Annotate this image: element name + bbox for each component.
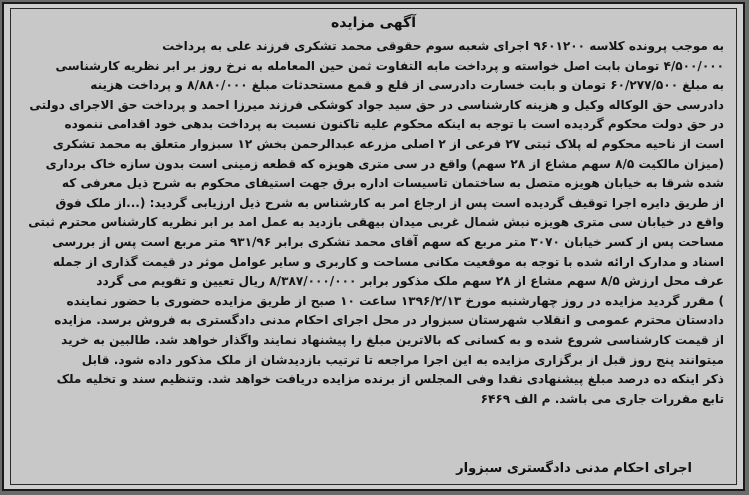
notice-footer: اجرای احکام مدنی دادگستری سبزوار (456, 461, 692, 476)
notice-title: آگهی مزایده (330, 15, 416, 31)
notice-inner-border (10, 8, 737, 485)
notice-body: به موجب پرونده کلاسه ۹۶۰۱۲۰۰ اجرای شعبه سوم حقوقی محمد تشکری فرزند علی به پرداخت ۴/۵۰۰/۰۰۰ تومان بابت اصل خواسته و پرداخت مابه التفاوت ثمن حین المعامله به نرخ روز بر ابر نظریه کارشناسی به مبلغ ۶۰/۲۷۷/۵۰۰ تومان و بابت خسارت دادرسی از قلع و قمع مستحدثات مبلغ ۸/۸۸۰/۰۰۰ و پرداخت هزینه دادرسی حق الوکاله وکیل و هزینه کارشناسی در حق سید جواد کوشکی فرزند میرزا احمد و پرداخت حق الاجرای دولتی در حق دولت محکوم گردیده است با توجه به اینکه محکوم علیه تاکنون نسبت به پرداخت بدهی خود اقدامی ننموده است از ناحیه محکوم له پلاک ثبتی ۲۷ فرعی از ۲ اصلی مزرعه عبدالرحمن بخش ۱۲ سبزوار متعلق به محمد تشکری (میزان مالکیت ۸/۵ سهم مشاع از ۲۸ سهم) واقع در سی متری هویزه که قطعه زمینی است بدون سازه خاک برداری شده شرقا به خیابان هویزه متصل به ساختمان تاسیسات اداره برق جهت استیفای محکوم به شرح ذیل معرفی که از طریق دایره اجرا توقیف گردیده است پس از ارجاع امر به کارشناس به شرح ذیل ارزیابی گردید: (...از ملک فوق واقع در خیابان سی متری هویزه نبش شمال غربی میدان بیهقی بازدید به عمل امد بر ابر نظریه کارشناس محترم ثبتی مساحت پس از کسر خیابان ۳۰۷۰ متر مربع که سهم آقای محمد تشکری برابر ۹۳۱/۹۶ متر مربع است پس از بررسی اسناد و مدارک ارائه شده با توجه به موقعیت مکانی مساحت و کاربری و سایر عوامل موثر در قیمت گذاری از جمله عرف محل ارزش ۸/۵ سهم مشاع از ۲۸ سهم ملک مذکور برابر ۸/۳۸۷/۰۰۰/۰۰۰ ریال تعیین و تقویم می گردد ) مقرر گردید مزایده در روز چهارشنبه مورخ ۱۳۹۶/۲/۱۳ ساعت ۱۰ صبح از طریق مزایده حضوری با حضور نماینده دادستان محترم عمومی و انقلاب شهرستان سبزوار در محل اجرای احکام مدنی دادگستری به فروش برسد. مزایده از قیمت کارشناسی شروع شده و به کسانی که بالاترین مبلغ را پیشنهاد نمایند واگذار خواهد شد. طالبین به خرید میتوانند پنج روز قبل از برگزاری مزایده به این اجرا مراجعه تا ترتیب بازدیدشان از ملک مذکور داده شود. قابل ذکر اینکه ده درصد مبلغ پیشنهادی نقدا وفی المجلس از برنده مزایده دریافت خواهد شد. وتنظیم سند و تخلیه ملک تابع مقررات جاری می باشد. م الف ۶۴۶۹ (28, 39, 724, 406)
notice-frame (2, 2, 745, 491)
